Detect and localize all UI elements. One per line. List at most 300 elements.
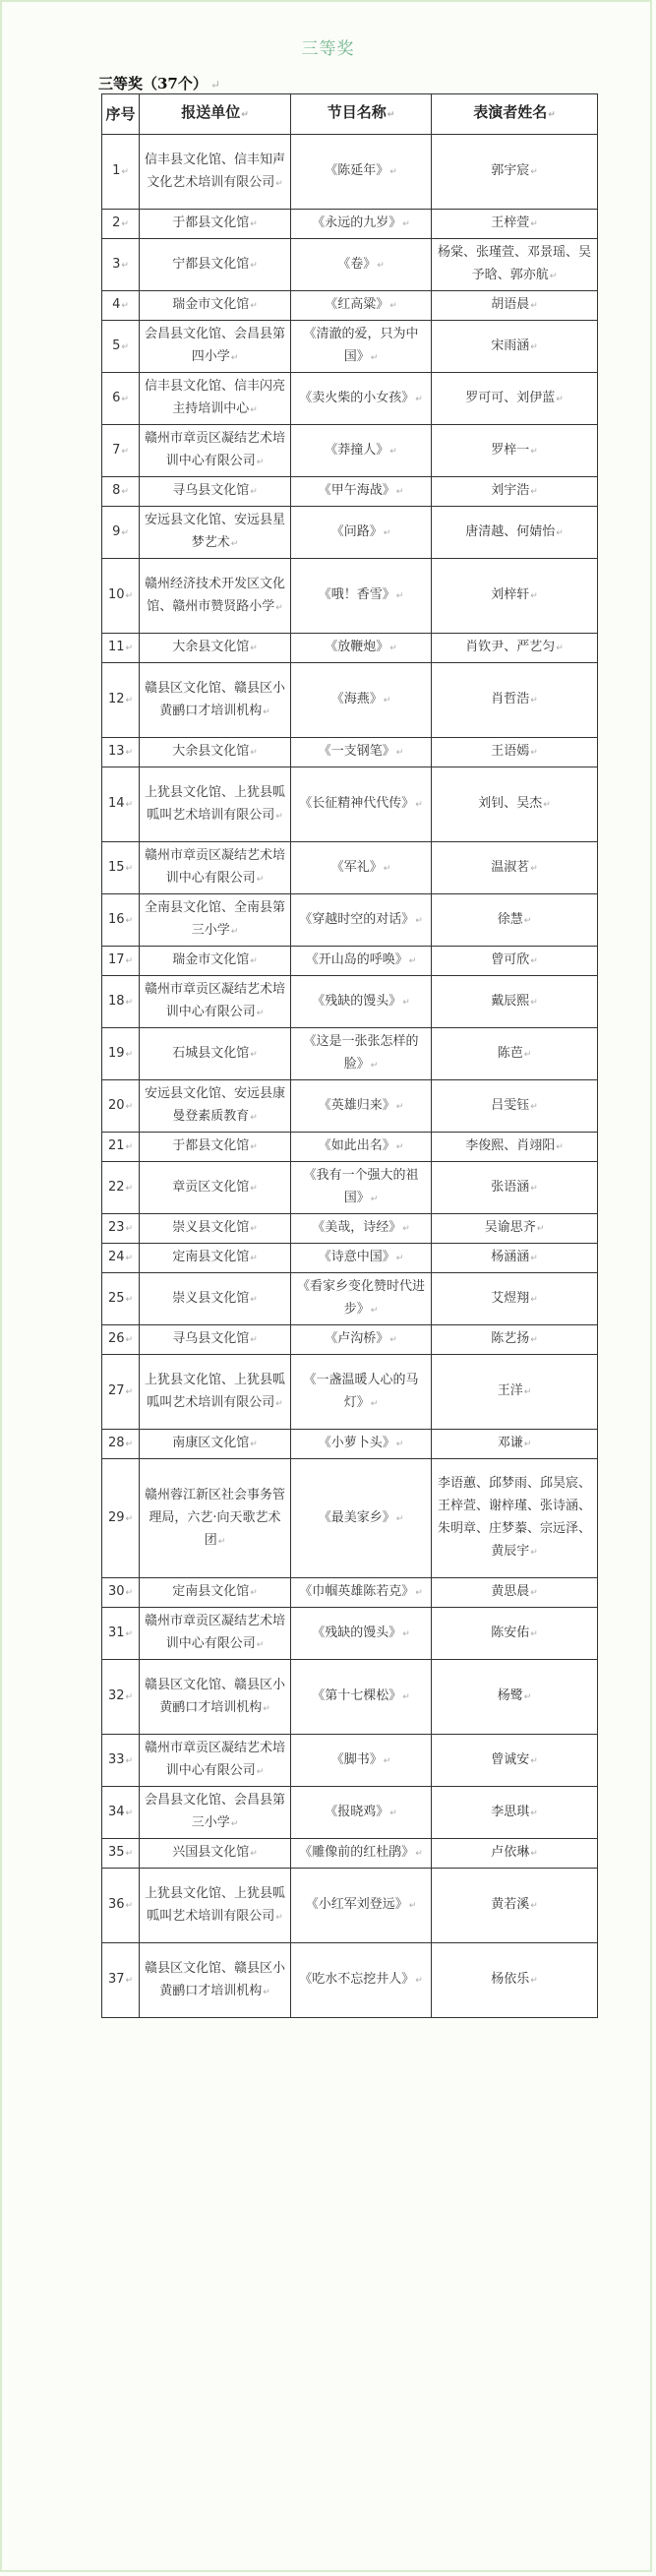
- cell-program-text: 《雕像前的红杜鹃》: [299, 1845, 415, 1860]
- return-mark-icon: ↵: [530, 446, 538, 457]
- cell-performers: [432, 1660, 598, 1735]
- return-mark-icon: ↵: [530, 1755, 538, 1766]
- cell-program-text: 《放鞭炮》: [325, 640, 389, 654]
- return-mark-icon: ↵: [530, 591, 538, 601]
- return-mark-icon: ↵: [402, 1692, 410, 1702]
- cell-unit-text: 赣州市章贡区凝结艺术培训中心有限公司: [144, 431, 285, 468]
- cell-performers: [432, 559, 598, 634]
- cell-no: [102, 291, 140, 321]
- return-mark-icon: ↵: [395, 1513, 404, 1524]
- return-mark-icon: ↵: [389, 644, 397, 653]
- cell-unit: [140, 634, 291, 663]
- cell-program-text: 《陈延年》: [325, 163, 389, 178]
- return-mark-icon: ↵: [125, 997, 134, 1008]
- return-mark-icon: ↵: [408, 956, 417, 966]
- cell-unit: [140, 477, 291, 507]
- cell-unit: [140, 767, 291, 842]
- cell-performers-text: 杨依乐: [491, 1972, 530, 1987]
- cell-program: [291, 1735, 432, 1787]
- return-mark-icon: ↵: [125, 1755, 134, 1766]
- cell-performers: [432, 894, 598, 947]
- cell-unit: [140, 373, 291, 425]
- return-mark-icon: ↵: [530, 956, 538, 966]
- return-mark-icon: ↵: [125, 1976, 134, 1986]
- cell-unit: [140, 321, 291, 373]
- cell-program: [291, 634, 432, 663]
- cell-unit-text: 大余县文化馆: [172, 744, 250, 759]
- cell-no-text: 9: [112, 523, 121, 539]
- return-mark-icon: ↵: [263, 1703, 270, 1714]
- cell-program-text: 《一支钢笔》: [318, 744, 395, 759]
- cell-program-text: 《长征精神代代传》: [299, 796, 415, 811]
- cell-unit: [140, 947, 291, 976]
- return-mark-icon: ↵: [395, 1254, 404, 1263]
- cell-program-text: 《小红军刘登远》: [305, 1897, 408, 1912]
- cell-performers-text: 杨鹭: [497, 1688, 523, 1703]
- cell-performers: [432, 1325, 598, 1355]
- cell-no: [102, 634, 140, 663]
- table-row: [102, 976, 598, 1028]
- cell-no: [102, 1787, 140, 1839]
- cell-no: [102, 1028, 140, 1080]
- cell-performers-text: 杨棠、张瑾萱、邓景瑶、吴予晗、郭亦航: [437, 245, 591, 282]
- cell-performers: [432, 1355, 598, 1430]
- return-mark-icon: ↵: [530, 1901, 538, 1911]
- return-mark-icon: ↵: [415, 394, 423, 404]
- return-mark-icon: ↵: [250, 1335, 258, 1345]
- cell-performers: [432, 767, 598, 842]
- cell-program: [291, 507, 432, 559]
- cell-program: [291, 210, 432, 239]
- cell-program-text: 《红高粱》: [325, 297, 389, 312]
- cell-performers-text: 胡语晨: [491, 297, 530, 312]
- cell-performers-text: 刘宇浩: [491, 483, 530, 498]
- cell-unit-text: 上犹县文化馆、上犹县呱呱叫艺术培训有限公司: [144, 1885, 285, 1924]
- return-mark-icon: ↵: [389, 301, 397, 311]
- header-no: 序号: [102, 94, 140, 135]
- return-mark-icon: ↵: [125, 800, 134, 810]
- cell-unit: [140, 1869, 291, 1943]
- return-mark-icon: ↵: [121, 394, 129, 404]
- return-mark-icon: ↵: [395, 591, 404, 601]
- cell-no-text: 28: [107, 1436, 125, 1450]
- cell-no: [102, 135, 140, 210]
- return-mark-icon: ↵: [402, 997, 410, 1008]
- cell-unit-text: 崇义县文化馆: [172, 1220, 250, 1235]
- cell-program-text: 《甲午海战》: [318, 483, 395, 498]
- return-mark-icon: ↵: [530, 748, 538, 758]
- cell-program: [291, 559, 432, 634]
- table-row: [102, 1325, 598, 1355]
- return-mark-icon: ↵: [121, 341, 129, 352]
- cell-no: [102, 239, 140, 291]
- return-mark-icon: ↵: [125, 1692, 134, 1702]
- cell-no-text: 18: [107, 993, 125, 1009]
- return-mark-icon: ↵: [402, 1224, 410, 1234]
- cell-performers-text: 王梓萱: [491, 215, 530, 230]
- return-mark-icon: ↵: [250, 1294, 258, 1305]
- return-mark-icon: ↵: [523, 1387, 532, 1397]
- return-mark-icon: ↵: [530, 1183, 538, 1194]
- table-header-row: [102, 94, 598, 135]
- cell-unit: [140, 1943, 291, 2018]
- return-mark-icon: ↵: [530, 1588, 538, 1598]
- return-mark-icon: ↵: [125, 1387, 134, 1397]
- cell-performers: [432, 1133, 598, 1162]
- table-row: [102, 1660, 598, 1735]
- cell-no: [102, 373, 140, 425]
- cell-performers-text: 艾煜翔: [491, 1290, 530, 1306]
- return-mark-icon: ↵: [217, 1536, 226, 1547]
- cell-no-text: 22: [107, 1179, 125, 1195]
- return-mark-icon: ↵: [415, 1976, 423, 1986]
- cell-no: [102, 1735, 140, 1787]
- table-body: [102, 135, 598, 2018]
- return-mark-icon: ↵: [383, 527, 391, 538]
- cell-program-text: 《残缺的馒头》: [312, 993, 402, 1009]
- cell-performers: [432, 663, 598, 738]
- page-heading: 三等奖: [301, 39, 355, 59]
- cell-program: [291, 842, 432, 894]
- return-mark-icon: ↵: [530, 1335, 538, 1345]
- return-mark-icon: ↵: [370, 1398, 379, 1409]
- cell-unit-text: 安远县文化馆、安远县星梦艺术: [144, 513, 285, 550]
- cell-no-text: 17: [107, 952, 125, 967]
- cell-unit: [140, 1080, 291, 1133]
- return-mark-icon: ↵: [275, 1398, 283, 1409]
- return-mark-icon: ↵: [250, 301, 258, 311]
- table-row: [102, 663, 598, 738]
- cell-no: [102, 1943, 140, 2018]
- table-row: [102, 1214, 598, 1244]
- cell-performers: [432, 1735, 598, 1787]
- cell-program: [291, 1430, 432, 1459]
- table-row: [102, 1459, 598, 1578]
- table-row: [102, 321, 598, 373]
- cell-no: [102, 321, 140, 373]
- return-mark-icon: ↵: [250, 1849, 258, 1859]
- return-mark-icon: ↵: [530, 1294, 538, 1305]
- return-mark-icon: ↵: [389, 1335, 397, 1345]
- cell-performers: [432, 1787, 598, 1839]
- table-row: [102, 210, 598, 239]
- cell-no-text: 13: [107, 744, 125, 759]
- return-mark-icon: ↵: [125, 863, 134, 874]
- return-mark-icon: ↵: [275, 1912, 283, 1923]
- return-mark-icon: ↵: [395, 748, 404, 758]
- table-row: [102, 373, 598, 425]
- cell-unit: [140, 559, 291, 634]
- cell-program-text: 《卖火柴的小女孩》: [299, 390, 415, 405]
- return-mark-icon: ↵: [125, 1049, 134, 1060]
- cell-unit-text: 赣县区文化馆、赣县区小黄鹂口才培训机构: [144, 1960, 285, 1998]
- cell-no: [102, 894, 140, 947]
- cell-no: [102, 507, 140, 559]
- return-mark-icon: ↵: [250, 1588, 258, 1598]
- cell-performers: [432, 477, 598, 507]
- return-mark-icon: ↵: [530, 341, 538, 352]
- cell-program: [291, 135, 432, 210]
- table-row: [102, 1943, 598, 2018]
- cell-program-text: 《穿越时空的对话》: [299, 911, 415, 927]
- cell-unit: [140, 976, 291, 1028]
- return-mark-icon: ↵: [530, 167, 538, 177]
- return-mark-icon: ↵: [389, 167, 397, 177]
- return-mark-icon: ↵: [389, 1808, 397, 1818]
- cell-performers: [432, 1244, 598, 1273]
- cell-program: [291, 894, 432, 947]
- cell-program: [291, 1869, 432, 1943]
- cell-unit: [140, 1214, 291, 1244]
- cell-performers-text: 李思琪: [491, 1804, 530, 1819]
- cell-program-text: 《残缺的馒头》: [312, 1625, 402, 1640]
- cell-unit-text: 石城县文化馆: [172, 1045, 250, 1061]
- cell-performers: [432, 634, 598, 663]
- cell-no: [102, 1459, 140, 1578]
- cell-performers-text: 陈艺扬: [491, 1331, 530, 1346]
- return-mark-icon: ↵: [230, 539, 239, 549]
- cell-no-text: 26: [107, 1331, 125, 1346]
- cell-no: [102, 1869, 140, 1943]
- cell-no-text: 7: [112, 442, 121, 458]
- cell-no: [102, 425, 140, 477]
- cell-unit: [140, 1839, 291, 1869]
- return-mark-icon: ↵: [250, 219, 258, 229]
- cell-unit: [140, 507, 291, 559]
- cell-performers: [432, 1869, 598, 1943]
- cell-no: [102, 1839, 140, 1869]
- cell-performers-text: 李俊熙、肖翊阳: [465, 1138, 556, 1153]
- cell-performers-text: 黄若溪: [491, 1897, 530, 1912]
- cell-performers: [432, 842, 598, 894]
- return-mark-icon: ↵: [250, 405, 258, 415]
- cell-program: [291, 239, 432, 291]
- return-mark-icon: ↵: [536, 1224, 545, 1234]
- return-mark-icon: ↵: [402, 1628, 410, 1639]
- cell-unit-text: 于都县文化馆: [172, 215, 250, 230]
- cell-program: [291, 1325, 432, 1355]
- cell-performers: [432, 1430, 598, 1459]
- cell-performers-text: 邓谦: [497, 1436, 523, 1450]
- return-mark-icon: ↵: [556, 1142, 564, 1152]
- cell-unit-text: 信丰县文化馆、信丰闪亮主持培训中心: [144, 379, 285, 416]
- cell-performers: [432, 321, 598, 373]
- cell-no-text: 6: [112, 390, 121, 405]
- cell-unit: [140, 1028, 291, 1080]
- cell-program: [291, 477, 432, 507]
- cell-no-text: 8: [112, 483, 121, 498]
- cell-program-text: 《英雄归来》: [318, 1097, 395, 1113]
- cell-performers: [432, 1608, 598, 1660]
- cell-program-text: 《吃水不忘挖井人》: [299, 1972, 415, 1987]
- cell-program: [291, 1214, 432, 1244]
- cell-performers: [432, 1028, 598, 1080]
- cell-no: [102, 663, 140, 738]
- table-row: [102, 1244, 598, 1273]
- cell-no: [102, 1080, 140, 1133]
- cell-program-text: 《这是一张张怎样的脸》: [303, 1034, 419, 1072]
- cell-no-text: 19: [107, 1045, 125, 1061]
- cell-performers-text: 温淑茗: [491, 859, 530, 875]
- cell-performers: [432, 1080, 598, 1133]
- return-mark-icon: ↵: [395, 1142, 404, 1152]
- return-mark-icon: ↵: [523, 1049, 532, 1060]
- table-row: [102, 1869, 598, 1943]
- return-mark-icon: ↵: [395, 487, 404, 497]
- cell-performers-text: 罗梓一: [491, 442, 530, 458]
- return-mark-icon: ↵: [275, 811, 283, 822]
- cell-program-text: 《如此出名》: [318, 1138, 395, 1153]
- cell-no-text: 31: [107, 1625, 125, 1640]
- return-mark-icon: ↵: [395, 1101, 404, 1112]
- awards-table: [101, 93, 598, 2018]
- cell-no-text: 1: [112, 163, 121, 178]
- table-row: [102, 1080, 598, 1133]
- return-mark-icon: ↵: [275, 178, 283, 189]
- cell-performers: [432, 738, 598, 767]
- cell-no-text: 34: [107, 1804, 125, 1819]
- cell-performers: [432, 947, 598, 976]
- cell-unit-text: 定南县文化馆: [172, 1584, 250, 1599]
- cell-program-text: 《小萝卜头》: [318, 1436, 395, 1450]
- cell-program: [291, 1080, 432, 1133]
- return-mark-icon: ↵: [523, 915, 532, 926]
- cell-performers: [432, 239, 598, 291]
- cell-no: [102, 1273, 140, 1325]
- cell-no-text: 14: [107, 796, 125, 811]
- return-mark-icon: ↵: [121, 527, 129, 538]
- cell-unit-text: 于都县文化馆: [172, 1138, 250, 1153]
- cell-program-text: 《脚书》: [330, 1751, 383, 1767]
- cell-performers: [432, 1459, 598, 1578]
- table-row: [102, 1735, 598, 1787]
- return-mark-icon: ↵: [402, 219, 410, 229]
- cell-program-text: 《报晓鸡》: [325, 1804, 389, 1819]
- table-row: [102, 425, 598, 477]
- return-mark-icon: ↵: [530, 219, 538, 229]
- table-row: [102, 1430, 598, 1459]
- cell-unit: [140, 135, 291, 210]
- cell-unit-text: 定南县文化馆: [172, 1250, 250, 1264]
- cell-program: [291, 1578, 432, 1608]
- return-mark-icon: ↵: [556, 394, 564, 404]
- return-mark-icon: ↵: [121, 301, 129, 311]
- cell-no: [102, 477, 140, 507]
- return-mark-icon: ↵: [415, 800, 423, 810]
- return-mark-icon: ↵: [125, 1901, 134, 1911]
- return-mark-icon: ↵: [256, 458, 265, 467]
- return-mark-icon: ↵: [530, 1254, 538, 1263]
- table-row: [102, 1608, 598, 1660]
- cell-no: [102, 1608, 140, 1660]
- return-mark-icon: ↵: [125, 644, 134, 653]
- cell-no-text: 23: [107, 1220, 125, 1235]
- cell-program-text: 《第十七棵松》: [312, 1688, 402, 1703]
- cell-performers-text: 罗可可、刘伊蓝: [465, 390, 556, 405]
- table-row: [102, 1355, 598, 1430]
- cell-unit: [140, 1660, 291, 1735]
- cell-unit-text: 会昌县文化馆、会昌县第四小学: [144, 327, 285, 364]
- cell-performers: [432, 291, 598, 321]
- cell-unit-text: 大余县文化馆: [172, 640, 250, 654]
- cell-no: [102, 1244, 140, 1273]
- return-mark-icon: ↵: [543, 800, 551, 810]
- cell-performers: [432, 1273, 598, 1325]
- cell-unit-text: 崇义县文化馆: [172, 1290, 250, 1306]
- cell-performers-text: 卢依琳: [491, 1845, 530, 1860]
- cell-performers-text: 陈芭: [497, 1045, 523, 1061]
- cell-performers: [432, 135, 598, 210]
- cell-performers-text: 吕雯钰: [491, 1097, 530, 1113]
- return-mark-icon: ↵: [395, 1440, 404, 1449]
- return-mark-icon: ↵: [389, 446, 397, 457]
- return-mark-icon: ↵: [383, 1755, 391, 1766]
- cell-performers-text: 曾诚安: [491, 1751, 530, 1767]
- cell-program: [291, 1355, 432, 1430]
- cell-program-text: 《巾帼英雄陈若克》: [299, 1584, 415, 1599]
- cell-performers: [432, 1839, 598, 1869]
- cell-performers-text: 张语涵: [491, 1179, 530, 1195]
- cell-performers-text: 郭宇宸: [491, 163, 530, 178]
- return-mark-icon: ↵: [256, 1009, 265, 1018]
- cell-performers-text: 杨涵涵: [491, 1250, 530, 1264]
- cell-no: [102, 1214, 140, 1244]
- return-mark-icon: ↵: [530, 696, 538, 705]
- return-mark-icon: ↵: [530, 1548, 538, 1558]
- cell-program-text: 《卷》: [337, 256, 377, 272]
- cell-no-text: 32: [107, 1688, 125, 1703]
- cell-unit-text: 赣州市章贡区凝结艺术培训中心有限公司: [144, 982, 285, 1019]
- table-row: [102, 947, 598, 976]
- cell-program-text: 《哦！香雪》: [318, 587, 395, 602]
- return-mark-icon: ↵: [125, 696, 134, 705]
- cell-no-text: 37: [107, 1972, 125, 1987]
- return-mark-icon: ↵: [370, 1061, 379, 1071]
- cell-no-text: 25: [107, 1290, 125, 1306]
- return-mark-icon: ↵: [250, 1113, 258, 1123]
- return-mark-icon: ↵: [121, 167, 129, 177]
- return-mark-icon: ↵: [549, 272, 558, 281]
- cell-performers: [432, 1578, 598, 1608]
- return-mark-icon: ↵: [250, 748, 258, 758]
- cell-unit: [140, 1162, 291, 1214]
- cell-no-text: 35: [107, 1845, 125, 1860]
- cell-program: [291, 1028, 432, 1080]
- cell-program-text: 《清澈的爱，只为中国》: [303, 327, 419, 364]
- return-mark-icon: ↵: [209, 78, 220, 92]
- cell-no: [102, 210, 140, 239]
- cell-no: [102, 559, 140, 634]
- return-mark-icon: ↵: [530, 1101, 538, 1112]
- cell-unit-text: 赣州市章贡区凝结艺术培训中心有限公司: [144, 1741, 285, 1778]
- cell-unit: [140, 1459, 291, 1578]
- return-mark-icon: ↵: [556, 644, 564, 653]
- cell-program: [291, 1787, 432, 1839]
- table-row: [102, 1133, 598, 1162]
- return-mark-icon: ↵: [250, 487, 258, 497]
- cell-performers-text: 曾可欣: [491, 952, 530, 967]
- return-mark-icon: ↵: [383, 863, 391, 874]
- cell-no-text: 20: [107, 1097, 125, 1113]
- cell-program: [291, 1273, 432, 1325]
- return-mark-icon: ↵: [121, 260, 129, 271]
- header-program: 节目名称↵: [291, 94, 432, 135]
- return-mark-icon: ↵: [415, 915, 423, 926]
- cell-no-text: 33: [107, 1751, 125, 1767]
- cell-no-text: 16: [107, 911, 125, 927]
- section-subtitle: [98, 73, 220, 93]
- return-mark-icon: ↵: [250, 1142, 258, 1152]
